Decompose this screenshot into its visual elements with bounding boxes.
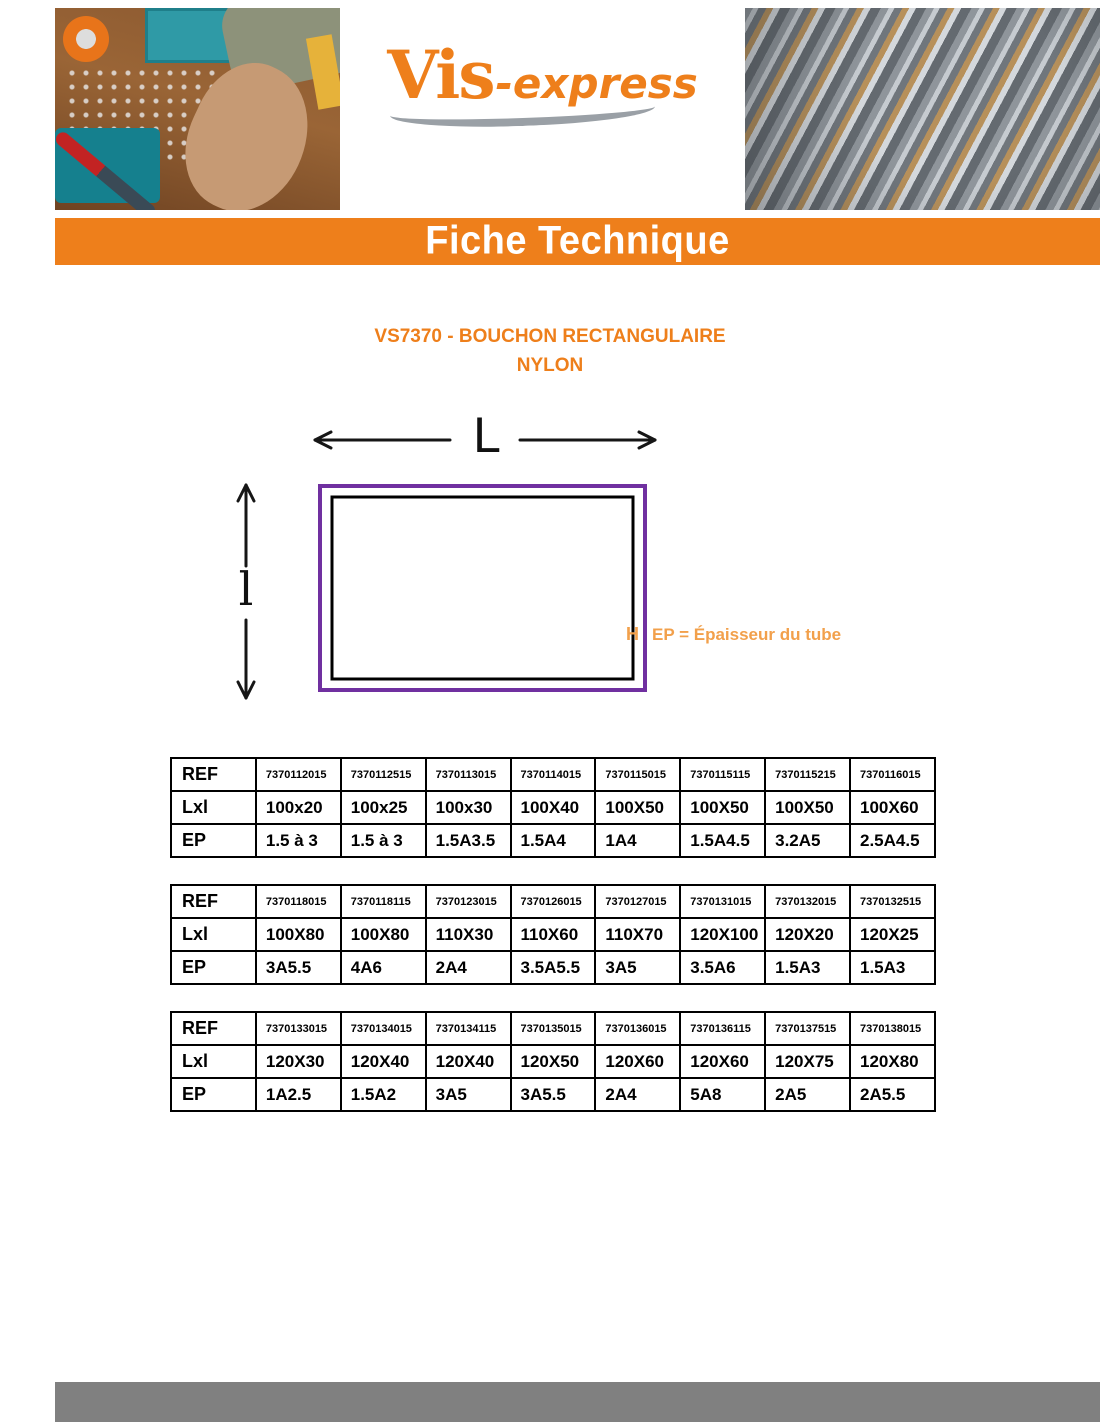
ref-cell: 7370134015 xyxy=(341,1012,426,1045)
page-title-line1: VS7370 - BOUCHON RECTANGULAIRE xyxy=(374,326,726,347)
lxl-cell: 120X40 xyxy=(341,1045,426,1078)
lxl-cell: 100X40 xyxy=(511,791,596,824)
ref-cell: 7370136115 xyxy=(680,1012,765,1045)
height-dimension-label: H xyxy=(626,624,639,644)
page-title xyxy=(0,323,1100,380)
ref-cell: 7370113015 xyxy=(426,758,511,791)
ref-cell: 7370132515 xyxy=(850,885,935,918)
workbench-photo xyxy=(55,8,340,210)
banner xyxy=(55,218,1100,265)
lxl-cell: 100X50 xyxy=(765,791,850,824)
width-dimension-label: l xyxy=(238,562,254,616)
ep-cell: 1A2.5 xyxy=(256,1078,341,1111)
lxl-cell: 120X25 xyxy=(850,918,935,951)
ep-row-label: EP xyxy=(171,951,256,984)
lxl-cell: 100X60 xyxy=(850,791,935,824)
ep-cell: 5A8 xyxy=(680,1078,765,1111)
ref-row-label: REF xyxy=(171,1012,256,1045)
ep-row-label: EP xyxy=(171,1078,256,1111)
length-dimension-label: L xyxy=(473,407,501,463)
ref-cell: 7370115115 xyxy=(680,758,765,791)
ep-cell: 3.5A6 xyxy=(680,951,765,984)
lxl-cell: 100X80 xyxy=(256,918,341,951)
ref-cell: 7370123015 xyxy=(426,885,511,918)
ep-cell: 3A5.5 xyxy=(511,1078,596,1111)
ep-cell: 3A5 xyxy=(426,1078,511,1111)
ep-row xyxy=(171,824,935,857)
brand-logo xyxy=(340,36,745,126)
ep-cell: 3.2A5 xyxy=(765,824,850,857)
spec-table-2 xyxy=(170,884,936,985)
lxl-cell: 110X70 xyxy=(595,918,680,951)
ep-cell: 2A5.5 xyxy=(850,1078,935,1111)
ref-cell: 7370118015 xyxy=(256,885,341,918)
ep-cell: 1.5 à 3 xyxy=(256,824,341,857)
lxl-cell: 100X50 xyxy=(680,791,765,824)
lxl-cell: 100X80 xyxy=(341,918,426,951)
ep-cell: 3A5 xyxy=(595,951,680,984)
ref-cell: 7370114015 xyxy=(511,758,596,791)
ref-row xyxy=(171,1012,935,1045)
lxl-cell: 100X50 xyxy=(595,791,680,824)
ref-row-label: REF xyxy=(171,758,256,791)
lxl-row xyxy=(171,1045,935,1078)
spec-table-1 xyxy=(170,757,936,858)
ep-cell: 2A4 xyxy=(426,951,511,984)
lxl-cell: 120X75 xyxy=(765,1045,850,1078)
brand-express: -express xyxy=(495,59,698,108)
ep-cell: 1.5A2 xyxy=(341,1078,426,1111)
lxl-cell: 120X100 xyxy=(680,918,765,951)
ref-cell: 7370115015 xyxy=(595,758,680,791)
screws-pile-photo xyxy=(745,8,1100,210)
ref-cell: 7370126015 xyxy=(511,885,596,918)
dimension-diagram xyxy=(0,408,1100,743)
lxl-cell: 120X80 xyxy=(850,1045,935,1078)
ep-cell: 1.5 à 3 xyxy=(341,824,426,857)
tube-inner-outline xyxy=(332,497,633,679)
lxl-row-label: Lxl xyxy=(171,918,256,951)
header xyxy=(0,0,1100,210)
ref-row-label: REF xyxy=(171,885,256,918)
lxl-cell: 120X60 xyxy=(680,1045,765,1078)
ep-cell: 3.5A5.5 xyxy=(511,951,596,984)
ep-row xyxy=(171,951,935,984)
ep-cell: 2A4 xyxy=(595,1078,680,1111)
ref-cell: 7370115215 xyxy=(765,758,850,791)
ref-row xyxy=(171,758,935,791)
photo-detail-tape-measure xyxy=(63,16,109,62)
lxl-cell: 100x30 xyxy=(426,791,511,824)
ref-cell: 7370134115 xyxy=(426,1012,511,1045)
lxl-cell: 100x20 xyxy=(256,791,341,824)
ref-cell: 7370131015 xyxy=(680,885,765,918)
ref-cell: 7370118115 xyxy=(341,885,426,918)
ref-cell: 7370112015 xyxy=(256,758,341,791)
ep-cell: 2.5A4.5 xyxy=(850,824,935,857)
ref-cell: 7370133015 xyxy=(256,1012,341,1045)
lxl-cell: 120X50 xyxy=(511,1045,596,1078)
ref-cell: 7370132015 xyxy=(765,885,850,918)
page-title-line2: NYLON xyxy=(516,354,584,376)
lxl-cell: 110X30 xyxy=(426,918,511,951)
ref-cell: 7370137515 xyxy=(765,1012,850,1045)
ref-cell: 7370116015 xyxy=(850,758,935,791)
ep-note: EP = Épaisseur du tube xyxy=(652,625,842,644)
ep-row xyxy=(171,1078,935,1111)
ep-cell: 4A6 xyxy=(341,951,426,984)
ep-cell: 1.5A3.5 xyxy=(426,824,511,857)
ref-cell: 7370112515 xyxy=(341,758,426,791)
ref-cell: 7370136015 xyxy=(595,1012,680,1045)
ep-cell: 1.5A3 xyxy=(765,951,850,984)
lxl-row-label: Lxl xyxy=(171,791,256,824)
lxl-row xyxy=(171,918,935,951)
lxl-cell: 120X20 xyxy=(765,918,850,951)
spec-table-3 xyxy=(170,1011,936,1112)
diagram-drawing xyxy=(0,408,1100,743)
ref-cell: 7370127015 xyxy=(595,885,680,918)
lxl-cell: 120X30 xyxy=(256,1045,341,1078)
ep-cell: 2A5 xyxy=(765,1078,850,1111)
banner-title: Fiche Technique xyxy=(425,218,730,264)
lxl-cell: 120X40 xyxy=(426,1045,511,1078)
ref-cell: 7370138015 xyxy=(850,1012,935,1045)
lxl-cell: 100x25 xyxy=(341,791,426,824)
ep-cell: 1.5A4 xyxy=(511,824,596,857)
ref-row xyxy=(171,885,935,918)
lxl-cell: 110X60 xyxy=(511,918,596,951)
spec-tables xyxy=(0,757,1100,1112)
ep-row-label: EP xyxy=(171,824,256,857)
lxl-row xyxy=(171,791,935,824)
ep-cell: 1A4 xyxy=(595,824,680,857)
ep-cell: 1.5A4.5 xyxy=(680,824,765,857)
ep-cell: 3A5.5 xyxy=(256,951,341,984)
footer-bar xyxy=(55,1382,1100,1422)
lxl-cell: 120X60 xyxy=(595,1045,680,1078)
ref-cell: 7370135015 xyxy=(511,1012,596,1045)
lxl-row-label: Lxl xyxy=(171,1045,256,1078)
brand-vis: Vis xyxy=(387,36,494,114)
ep-cell: 1.5A3 xyxy=(850,951,935,984)
